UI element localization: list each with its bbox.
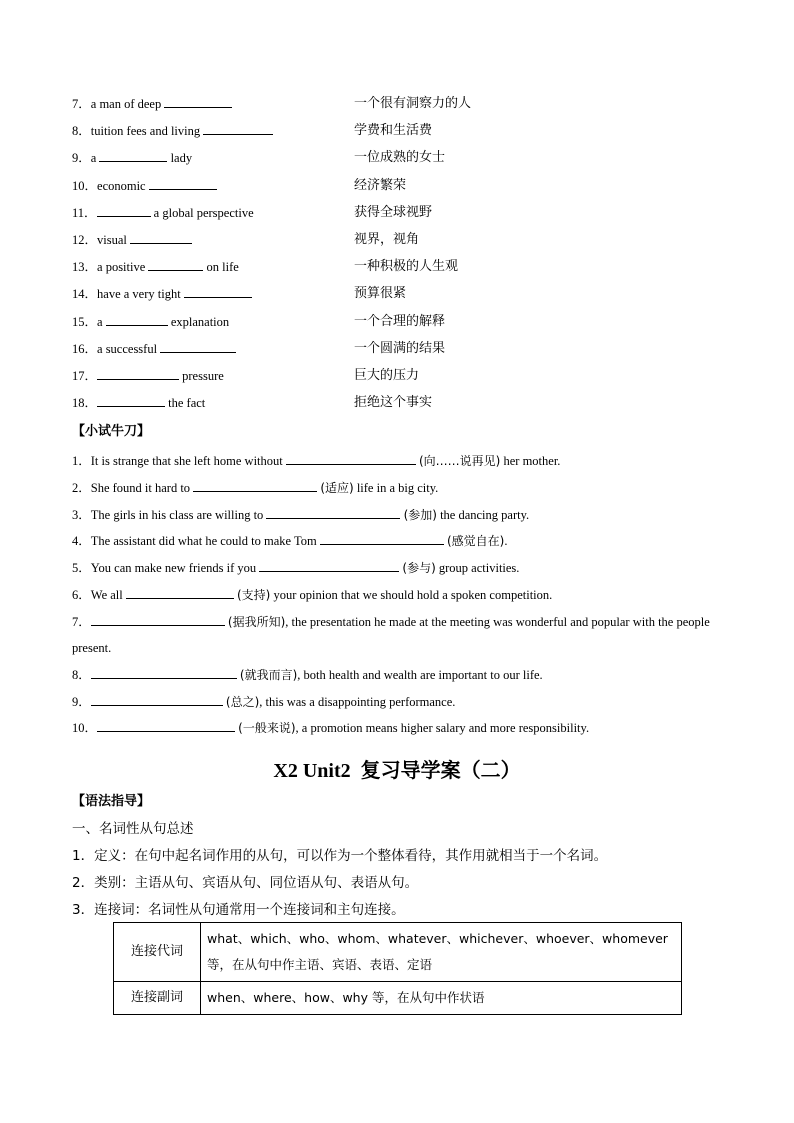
phrase-chinese: 一位成熟的女士: [354, 150, 446, 166]
phrase-chinese: 一个圆满的结果: [354, 340, 446, 356]
exercise-item: 1．It is strange that she left home without (向……说再见) her mother.: [72, 448, 724, 475]
phrase-chinese: 拒绝这个事实: [354, 395, 433, 411]
grammar-heading: 【语法指导】: [72, 794, 151, 809]
hint-text: (据我所知): [227, 614, 286, 629]
phrase-row: [72, 93, 732, 120]
exercise-item: 3．The girls in his class are willing to (参加) the dancing party.: [72, 502, 724, 529]
phrase-chinese: 一个很有洞察力的人: [354, 96, 472, 111]
answer-blank[interactable]: [320, 531, 444, 545]
answer-blank[interactable]: [126, 585, 234, 599]
section-heading: 一、名词性从句总述: [72, 821, 194, 837]
answer-blank[interactable]: [99, 148, 167, 162]
phrase-row: [72, 256, 732, 283]
phrase-chinese: 获得全球视野: [354, 204, 433, 220]
phrase-row: [72, 202, 732, 229]
answer-blank[interactable]: [130, 230, 192, 244]
title-en: X2 Unit2: [273, 760, 351, 782]
table-cell: what、which、who、whom、whatever、whichever、whoever、whomever 等，在从句中作主语、宾语、表语、定语: [201, 923, 682, 982]
answer-blank[interactable]: [149, 176, 217, 190]
phrase-english: 14．have a very tight: [72, 283, 252, 305]
exercise-item: 5．You can make new friends if you (参与) group activities.: [72, 555, 724, 582]
phrase-chinese: 视界，视角: [354, 231, 420, 247]
category-point: 2．类别：主语从句、宾语从句、同位语从句、表语从句。: [72, 875, 419, 891]
answer-blank[interactable]: [91, 612, 225, 626]
answer-blank[interactable]: [97, 393, 165, 407]
answer-blank[interactable]: [259, 558, 399, 572]
table-label: 连接副词: [114, 982, 201, 1015]
hint-text: (支持): [236, 587, 271, 602]
answer-blank[interactable]: [97, 366, 179, 380]
hint-text: (感觉自在): [446, 534, 505, 549]
phrase-chinese: 学费和生活费: [354, 123, 433, 139]
answer-blank[interactable]: [286, 451, 416, 465]
answer-blank[interactable]: [266, 505, 400, 519]
phrase-english: 16．a successful: [72, 338, 236, 360]
page-title: [0, 754, 794, 783]
phrase-row: [72, 311, 732, 338]
answer-blank[interactable]: [91, 665, 237, 679]
answer-blank[interactable]: [164, 94, 232, 108]
phrase-row: [72, 147, 732, 174]
exercise-item: 9． (总之), this was a disappointing performance.: [72, 689, 724, 716]
hint-text: (参加): [403, 507, 437, 522]
phrase-english: 11． a global perspective: [72, 202, 254, 224]
answer-blank[interactable]: [148, 257, 203, 271]
answer-blank[interactable]: [184, 284, 252, 298]
phrase-row: [72, 338, 732, 365]
phrase-row: [72, 365, 732, 392]
phrase-row: [72, 229, 732, 256]
phrase-english: 12．visual: [72, 229, 192, 251]
phrase-chinese: 一个合理的解释: [354, 313, 446, 329]
phrase-chinese: 经济繁荣: [354, 177, 407, 193]
exercise-item: 7． (据我所知), the presentation he made at the meeting was wonderful and popular with the people present.: [72, 609, 724, 662]
exercise-item: 10． (一般来说), a promotion means higher salary and more responsibility.: [72, 715, 724, 742]
phrase-row: [72, 392, 732, 419]
hint-text: (向……说再见): [419, 454, 501, 468]
phrase-row: [72, 120, 732, 147]
phrase-english: 13．a positive on life: [72, 256, 239, 278]
table-row: [114, 923, 682, 982]
connector-table: [113, 922, 682, 1015]
answer-blank[interactable]: [97, 203, 151, 217]
answer-blank[interactable]: [106, 312, 168, 326]
table-cell: when、where、how、why 等，在从句中作状语: [201, 982, 682, 1015]
phrase-english: 9．a lady: [72, 147, 192, 169]
phrase-row: [72, 283, 732, 310]
phrase-chinese: 一种积极的人生观: [354, 259, 459, 275]
answer-blank[interactable]: [91, 692, 223, 706]
title-zh: 复习导学案（二）: [360, 758, 521, 782]
answer-blank[interactable]: [193, 478, 317, 492]
phrase-english: 7．a man of deep: [72, 93, 232, 115]
phrase-chinese: 预算很紧: [354, 286, 407, 302]
hint-text: (就我而言): [239, 667, 298, 682]
exercise-item: 6．We all (支持) your opinion that we should hold a spoken competition.: [72, 582, 724, 609]
phrase-english: 17． pressure: [72, 365, 224, 387]
answer-blank[interactable]: [160, 339, 236, 353]
answer-blank[interactable]: [203, 121, 273, 135]
exercise-item: 2．She found it hard to (适应) life in a big city.: [72, 475, 724, 502]
exercise-list: [72, 448, 724, 742]
phrase-english: 15．a explanation: [72, 311, 229, 333]
phrase-english: 18． the fact: [72, 392, 205, 414]
phrase-row: [72, 175, 732, 202]
phrase-english: 10．economic: [72, 175, 217, 197]
practice-heading: 【小试牛刀】: [72, 424, 151, 439]
hint-text: (参与): [402, 561, 436, 576]
definition-point: 1．定义：在句中起名词作用的从句，可以作为一个整体看待，其作用就相当于一个名词。: [72, 848, 608, 864]
phrase-chinese: 巨大的压力: [354, 367, 420, 383]
hint-text: (总之): [225, 694, 260, 709]
exercise-item: 8． (就我而言), both health and wealth are important to our life.: [72, 662, 724, 689]
hint-text: (适应): [320, 480, 354, 495]
table-label: 连接代词: [114, 923, 201, 982]
exercise-item: 4．The assistant did what he could to make Tom (感觉自在).: [72, 528, 724, 555]
table-row: [114, 982, 682, 1015]
answer-blank[interactable]: [97, 718, 235, 732]
phrase-english: 8．tuition fees and living: [72, 120, 273, 142]
hint-text: (一般来说): [238, 721, 296, 736]
connector-point: 3．连接词：名词性从句通常用一个连接词和主句连接。: [72, 902, 405, 918]
phrase-list: [72, 93, 732, 419]
